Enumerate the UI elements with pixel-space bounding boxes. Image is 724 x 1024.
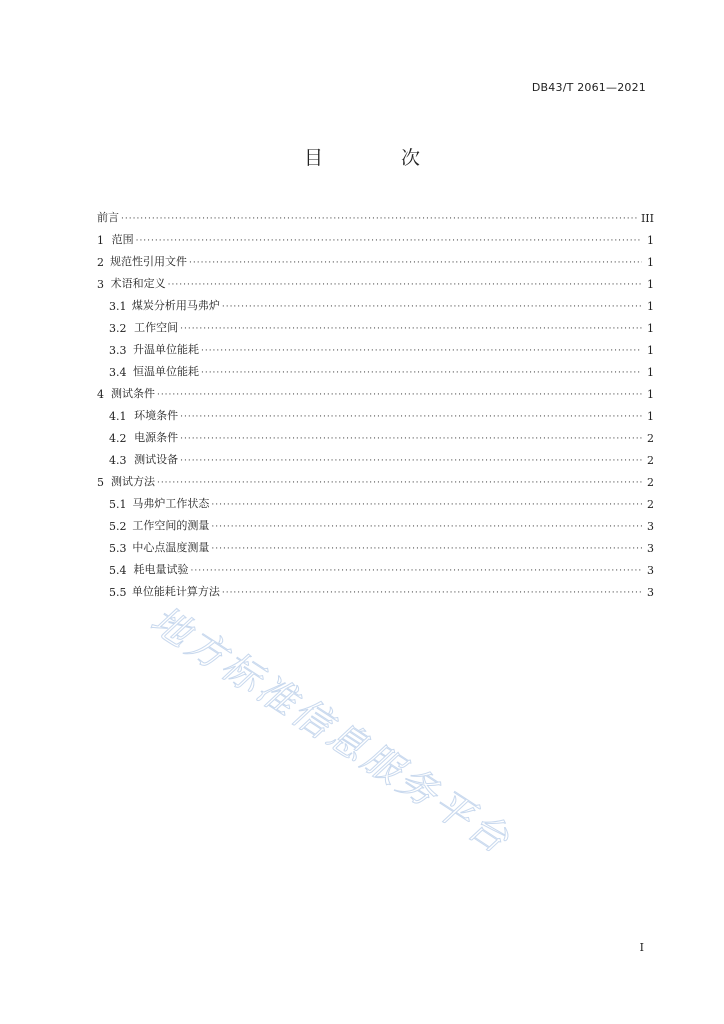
toc-entry-page: 2 xyxy=(647,476,654,489)
toc-entry[interactable] xyxy=(97,555,654,577)
toc-entry-page: 2 xyxy=(647,432,654,445)
toc-entry-label: 煤炭分析用马弗炉 xyxy=(131,299,220,312)
toc-entry-page: 3 xyxy=(647,564,654,577)
toc-entry-number: 5 xyxy=(97,476,104,489)
toc-entry[interactable] xyxy=(97,335,654,357)
toc-leader-dots xyxy=(201,367,642,379)
toc-leader-dots xyxy=(211,543,642,555)
toc-entry[interactable] xyxy=(97,291,654,313)
toc-leader-dots xyxy=(157,477,642,489)
toc-entry-page: 1 xyxy=(647,410,654,423)
toc-entry[interactable] xyxy=(97,511,654,533)
toc-entry[interactable] xyxy=(97,577,654,599)
toc-entry-page: 2 xyxy=(647,498,654,511)
toc-leader-dots xyxy=(180,455,642,467)
toc-entry[interactable] xyxy=(97,225,654,247)
toc-entry-label: 测试方法 xyxy=(110,475,155,488)
toc-leader-dots xyxy=(189,257,642,269)
toc-entry-number: 5.3 xyxy=(109,542,127,555)
toc-entry-label: 工作空间 xyxy=(134,321,179,334)
toc-entry-number: 5.1 xyxy=(109,498,127,511)
toc-entry-number: 4.1 xyxy=(109,410,127,423)
toc-leader-dots xyxy=(121,213,639,225)
toc-entry-label: 单位能耗计算方法 xyxy=(131,585,220,598)
toc-entry-label: 电源条件 xyxy=(134,431,179,444)
toc-leader-dots xyxy=(191,565,642,577)
toc-entry-number: 2 xyxy=(97,256,104,269)
toc-entry[interactable] xyxy=(97,247,654,269)
toc-entry-page: 3 xyxy=(647,586,654,599)
toc-entry[interactable] xyxy=(97,313,654,335)
toc-entry-number: 5.5 xyxy=(109,586,127,599)
toc-entry-number: 4.2 xyxy=(109,432,127,445)
toc-leader-dots xyxy=(157,389,642,401)
toc-entry-number: 3.1 xyxy=(109,300,127,313)
watermark: 地方标准信息服务平台 xyxy=(143,597,520,864)
toc-entry-page: 2 xyxy=(647,454,654,467)
toc-entry-number: 3 xyxy=(97,278,104,291)
toc-leader-dots xyxy=(211,499,642,511)
toc-entry[interactable] xyxy=(97,489,654,511)
page-title: 目 次 xyxy=(303,147,457,169)
toc-entry-number: 3.2 xyxy=(109,322,127,335)
toc-entry-page: 1 xyxy=(647,234,654,247)
toc-entry-page: III xyxy=(640,212,654,225)
toc-entry[interactable] xyxy=(97,401,654,423)
document-code: DB43/T 2061—2021 xyxy=(531,81,646,94)
toc-entry[interactable] xyxy=(97,269,654,291)
table-of-contents xyxy=(97,203,654,599)
toc-entry-label: 范围 xyxy=(111,233,134,246)
toc-entry-page: 1 xyxy=(647,322,654,335)
toc-entry-page: 1 xyxy=(647,300,654,313)
toc-entry-label: 升温单位能耗 xyxy=(132,343,199,356)
toc-entry[interactable] xyxy=(97,423,654,445)
toc-entry-page: 1 xyxy=(647,344,654,357)
toc-entry-label: 测试设备 xyxy=(134,453,179,466)
toc-entry[interactable] xyxy=(97,467,654,489)
toc-entry-page: 1 xyxy=(647,278,654,291)
toc-entry[interactable] xyxy=(97,533,654,555)
toc-leader-dots xyxy=(180,323,642,335)
toc-leader-dots xyxy=(201,345,642,357)
toc-entry-label: 测试条件 xyxy=(110,387,155,400)
toc-entry-label: 工作空间的测量 xyxy=(132,519,210,532)
toc-entry-number: 4.3 xyxy=(109,454,127,467)
toc-entry-number: 5.2 xyxy=(109,520,127,533)
toc-entry[interactable] xyxy=(97,357,654,379)
toc-entry-label: 马弗炉工作状态 xyxy=(132,497,210,510)
toc-leader-dots xyxy=(180,433,642,445)
toc-entry-number: 5.4 xyxy=(109,564,127,577)
toc-entry-page: 3 xyxy=(647,542,654,555)
toc-entry-label: 术语和定义 xyxy=(110,277,166,290)
toc-entry-label: 规范性引用文件 xyxy=(110,255,188,268)
toc-entry-label: 中心点温度测量 xyxy=(132,541,210,554)
toc-entry-page: 1 xyxy=(647,256,654,269)
toc-entry-label: 前言 xyxy=(97,211,119,224)
toc-entry[interactable] xyxy=(97,445,654,467)
toc-entry-label: 恒温单位能耗 xyxy=(132,365,199,378)
toc-leader-dots xyxy=(136,235,642,247)
toc-entry-page: 1 xyxy=(647,388,654,401)
page-number: I xyxy=(639,941,644,954)
toc-entry-number: 4 xyxy=(97,388,104,401)
toc-leader-dots xyxy=(211,521,642,533)
toc-entry-number: 1 xyxy=(97,234,104,247)
toc-leader-dots xyxy=(168,279,642,291)
toc-entry-page: 1 xyxy=(647,366,654,379)
toc-leader-dots xyxy=(222,301,642,313)
toc-entry-label: 耗电量试验 xyxy=(133,563,189,576)
toc-entry-page: 3 xyxy=(647,520,654,533)
toc-leader-dots xyxy=(222,587,642,599)
toc-entry[interactable] xyxy=(97,379,654,401)
toc-leader-dots xyxy=(180,411,642,423)
toc-entry-number: 3.3 xyxy=(109,344,127,357)
toc-entry-number: 3.4 xyxy=(109,366,127,379)
toc-entry-label: 环境条件 xyxy=(134,409,179,422)
toc-entry[interactable] xyxy=(97,203,654,225)
